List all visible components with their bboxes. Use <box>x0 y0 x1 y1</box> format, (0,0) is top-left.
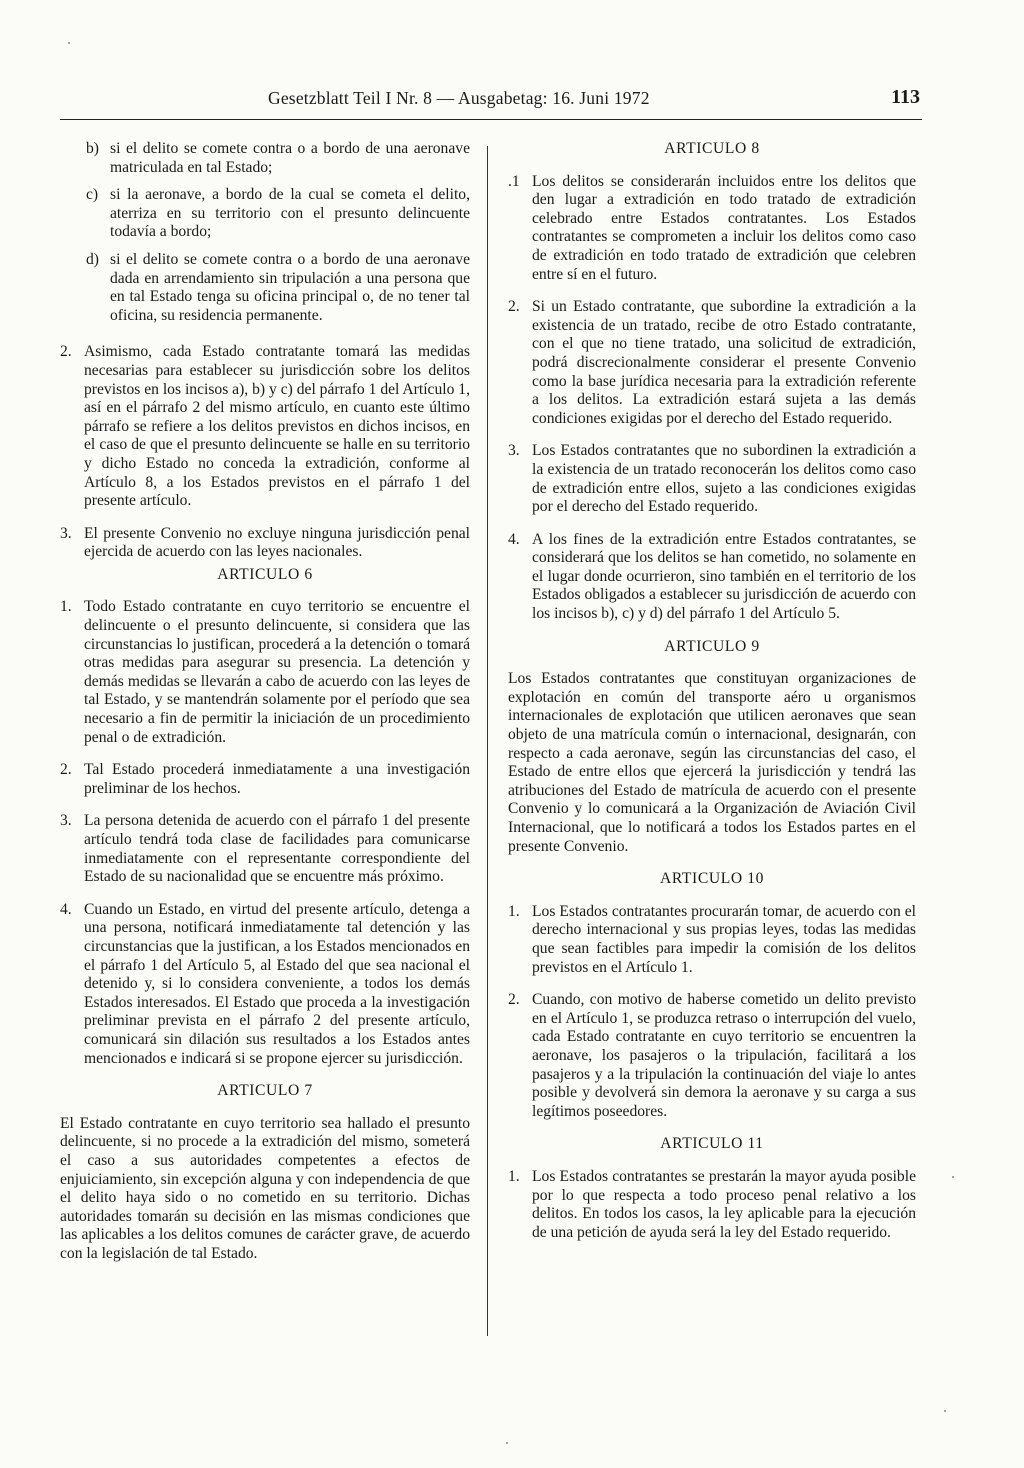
scan-speck <box>68 42 70 44</box>
article-paragraph: El Estado contratante en cuyo territorio sea hallado el presunto delincuente, si no procede a la extradición del mismo, someterá el caso a sus autoridades competentes a efectos de enjuiciamiento, sin excepción alguna y con independencia de que el delito haya sido o no cometido en su territorio. Dichas autoridades tomarán su decisión en las mismas condiciones que las aplicables a los delitos comunes de carácter grave, de acuerdo con la legislación de tal Estado. <box>60 1114 470 1262</box>
item-text: Cuando, con motivo de haberse cometido un delito previsto en el Artículo 1, se produzca retraso o interrupción del vuelo, cada Estado contratante en cuyo territorio se encuentren la aeronave, los pasajeros o la tripulación, facilitará a los pasajeros y a la tripulación la continuación del viaje lo antes posible y devolverá sin demora la aeronave y su carga a sus legítimos poseedores. <box>532 991 916 1120</box>
item-label: d) <box>86 250 99 268</box>
item-text: Los delitos se considerarán incluidos entre los delitos que den lugar a extradición en todo tratado de extradición celebrado entre Estados contratantes. Los Estados contratantes se comprometen a incluir los delitos como caso de extradición en todo tratado de extradición que celebren entre sí en el futuro. <box>532 172 916 283</box>
item-label: 1. <box>60 598 72 616</box>
item-label: 1. <box>508 1167 520 1185</box>
list-item <box>60 901 470 1068</box>
item-label: c) <box>86 186 99 204</box>
item-text: Si un Estado contratante, que subordine la extradición a la existencia de un tratado, recibe de otro Estado contratante, con el que no tiene tratado, una solicitud de extradición, podrá discrecionalmente considerar el presente Convenio como la base jurídica necesaria para la extradición referente a los delitos. La extradición estará sujeta a las demás condiciones exigidas por el derecho del Estado requerido. <box>532 298 916 427</box>
list-item <box>60 525 470 562</box>
item-label: 2. <box>60 343 72 361</box>
scan-speck <box>952 1176 954 1178</box>
page-header <box>60 88 922 116</box>
item-text: si el delito se comete contra o a bordo de una aeronave matriculada en tal Estado; <box>110 140 470 176</box>
right-column <box>508 140 916 1256</box>
list-item <box>60 251 470 325</box>
page-number: 113 <box>891 86 920 108</box>
list-item <box>508 531 916 624</box>
item-text: Los Estados contratantes se prestarán la mayor ayuda posible por lo que respecta a todo proceso penal relativo a los delitos. En todos los casos, la ley aplicable para la ejecución de una petición de ayuda será la ley del Estado requerido. <box>532 1167 916 1241</box>
item-label: 4. <box>508 530 520 548</box>
list-item <box>508 442 916 516</box>
item-label: 2. <box>508 991 520 1009</box>
item-label: 2. <box>508 298 520 316</box>
column-divider <box>487 146 488 1336</box>
list-item <box>508 298 916 428</box>
item-label: 3. <box>508 442 520 460</box>
item-label: 1. <box>508 902 520 920</box>
item-text: A los fines de la extradición entre Estados contratantes, se considerará que los delitos se han cometido, no solamente en el lugar donde ocurrieron, sino también en el territorio de los Estados obligados a establecer su jurisdicción de acuerdo con los incisos b), c) y d) del párrafo 1 del Artículo 5. <box>532 530 916 623</box>
list-item <box>508 1168 916 1242</box>
item-text: si el delito se comete contra o a bordo de una aeronave dada en arrendamiento sin tripulación a una persona que en tal Estado tenga su oficina principal o, de no tener tal oficina, su residencia permanente. <box>110 250 470 324</box>
article-heading: ARTICULO 11 <box>660 1135 764 1153</box>
article-heading: ARTICULO 6 <box>217 565 313 583</box>
item-label: 4. <box>60 900 72 918</box>
scan-speck <box>944 1410 946 1412</box>
header-rule <box>60 119 922 120</box>
list-item <box>508 991 916 1121</box>
item-text: La persona detenida de acuerdo con el párrafo 1 del presente artículo tendrá toda clase de facilidades para comunicarse inmediatamente con el representante correspondiente del Estado de su nacionalidad que se encuentre más próximo. <box>84 812 470 886</box>
header-title: Gesetzblatt Teil I Nr. 8 — Ausgabetag: 16. Juni 1972 <box>268 88 650 108</box>
item-text: Todo Estado contratante en cuyo territorio se encuentre el delincuente o el presunto delincuente, si considera que las circunstancias lo justifican, procederá a la detención o tomará otras medidas para asegurar su presencia. La detención y demás medidas se llevarán a cabo de acuerdo con las leyes de tal Estado, y se mantendrán solamente por el período que sea necesario a fin de permitir la iniciación de un procedimiento penal o de extradición. <box>84 598 470 746</box>
list-item <box>60 343 470 510</box>
left-column <box>60 140 470 1277</box>
article-heading: ARTICULO 10 <box>660 870 764 888</box>
article-heading: ARTICULO 9 <box>664 637 760 655</box>
item-label: 2. <box>60 761 72 779</box>
article-heading: ARTICULO 8 <box>664 140 760 157</box>
list-item <box>60 761 470 798</box>
article-paragraph: Los Estados contratantes que constituyan organizaciones de explotación en común del transporte aéro u organismos internacionales de explotación que utilicen aeronaves que sean objeto de una matrícula común o internacional, designarán, con respecto a cada aeronave, según las circunstancias del caso, el Estado de entre ellos que ejercerá la jurisdicción y tendrá las atribuciones del Estado de matrícula de acuerdo con el presente Convenio y lo comunicará a la Organización de Aviación Civil Internacional, que lo notificará a todos los Estados partes en el presente Convenio. <box>508 670 916 855</box>
list-item <box>60 140 470 177</box>
item-text: si la aeronave, a bordo de la cual se cometa el delito, aterriza en su territorio con el presunto delincuente todavía a bordo; <box>110 186 470 241</box>
item-text: Los Estados contratantes procurarán tomar, de acuerdo con el derecho internacional y sus propias leyes, todas las medidas que sean factibles para impedir la comisión de los delitos previstos en el Artículo 1. <box>532 902 916 976</box>
item-text: Asimismo, cada Estado contratante tomará las medidas necesarias para establecer su jurisdicción sobre los delitos previstos en los incisos a), b) y c) del párrafo 1 del Artículo 1, así en el párrafo 2 del mismo artículo, en cuanto este último párrafo se refiere a los delitos previstos en dichos incisos, en el caso de que el presunto delincuente se halle en su territorio y dicho Estado no conceda la extradición, conforme al Artículo 8, a los Estados previstos en el párrafo 1 del presente artículo. <box>84 343 470 510</box>
item-label: 3. <box>60 812 72 830</box>
list-item <box>60 186 470 242</box>
list-item <box>508 173 916 285</box>
item-label: 3. <box>60 524 72 542</box>
item-label: .1 <box>508 172 520 190</box>
item-label: b) <box>86 140 99 157</box>
item-text: Tal Estado procederá inmediatamente a una investigación preliminar de los hechos. <box>84 761 470 797</box>
list-item <box>508 903 916 977</box>
item-text: El presente Convenio no excluye ninguna jurisdicción penal ejercida de acuerdo con las leyes nacionales. <box>84 524 470 561</box>
list-item <box>60 812 470 886</box>
scan-speck <box>506 1442 508 1444</box>
item-text: Los Estados contratantes que no subordinen la extradición a la existencia de un tratado reconocerán los delitos como caso de extradición entre ellos, sujeto a las condiciones exigidas por el derecho del Estado requerido. <box>532 442 916 516</box>
item-text: Cuando un Estado, en virtud del presente artículo, detenga a una persona, notificará inmediatamente tal detención y las circunstancias que la justifican, a los Estados mencionados en el párrafo 1 del Artículo 5, al Estado del que sea nacional el detenido y, si lo considera conveniente, a todos los demás Estados interesados. El Estado que proceda a la investigación preliminar prevista en el párrafo 2 del presente artículo, comunicará sin dilación sus resultados a los Estados antes mencionados e indicará si se propone ejercer su jurisdicción. <box>84 900 470 1067</box>
article-heading: ARTICULO 7 <box>217 1082 313 1100</box>
list-item <box>60 598 470 747</box>
